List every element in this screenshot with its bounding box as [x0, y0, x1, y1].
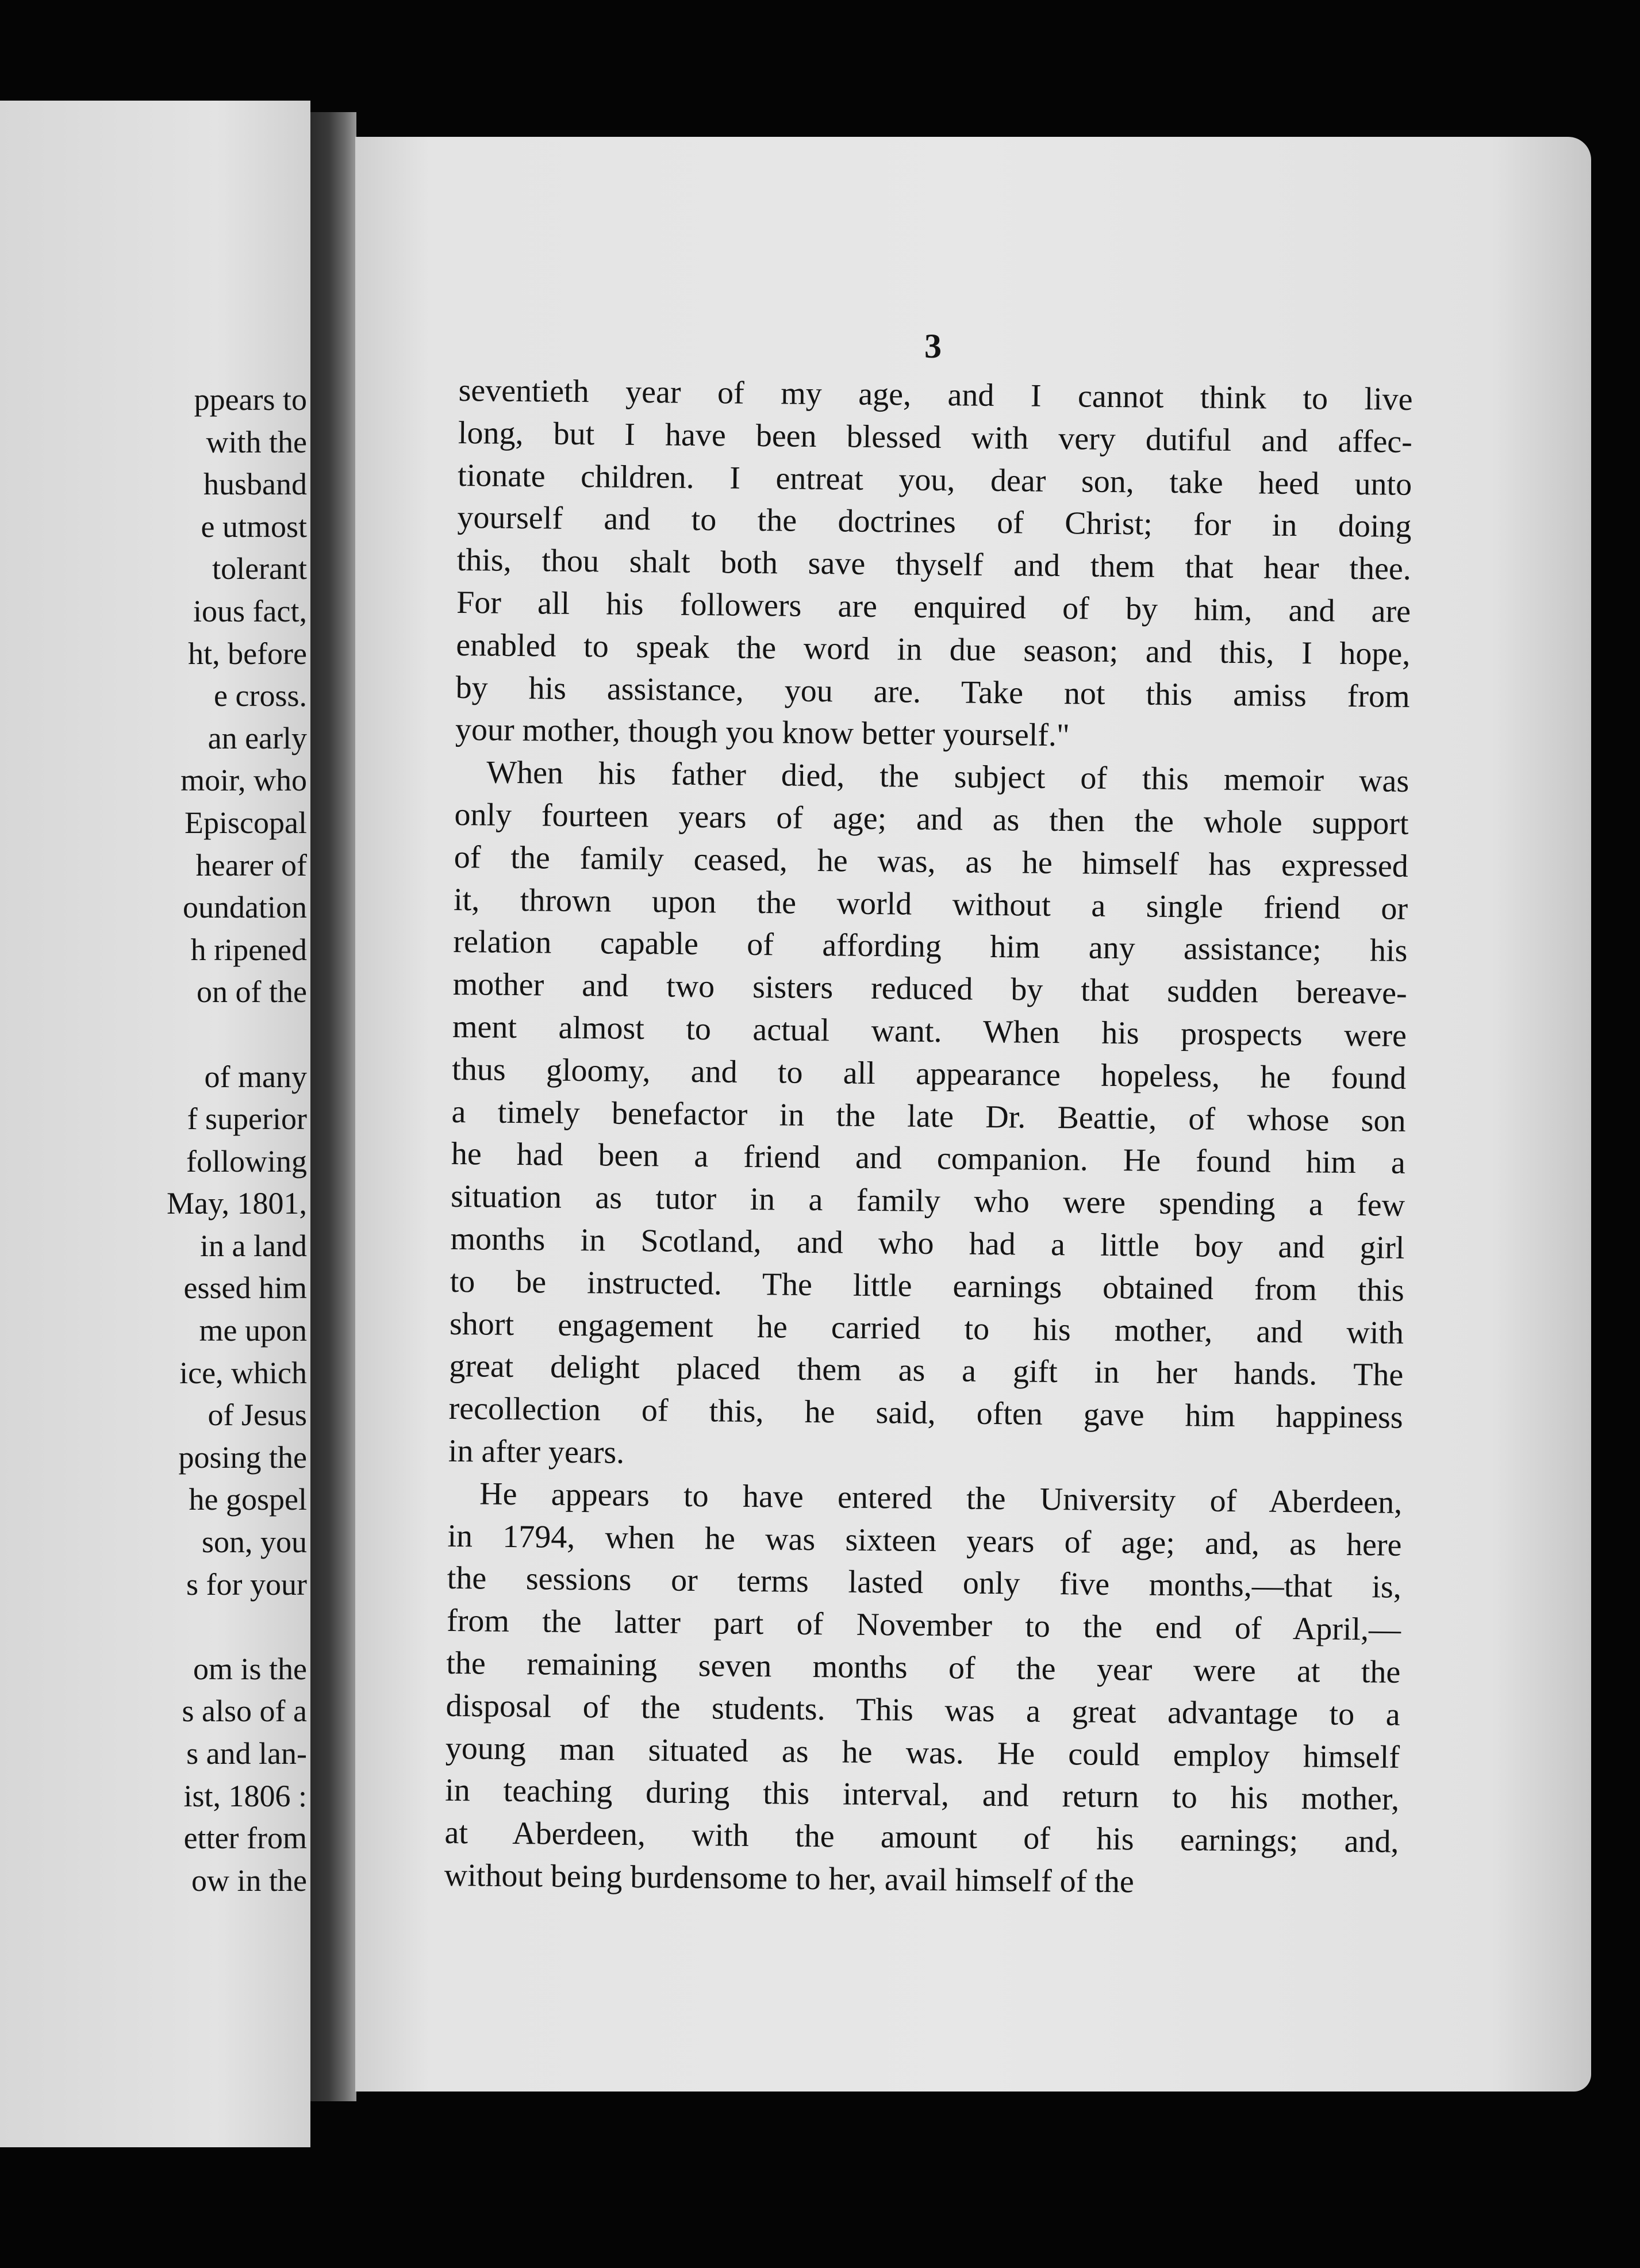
left-page-line: tolerant	[212, 551, 307, 586]
left-page-line: with the	[206, 424, 307, 459]
text-line: ment almost to actual want. When his prospects were	[452, 1008, 1407, 1054]
left-page-line: essed him	[183, 1271, 307, 1306]
left-page-line: following	[186, 1143, 307, 1179]
text-line: disposal of the students. This was a great advantage to a	[445, 1687, 1400, 1733]
text-line: yourself and to the doctrines of Christ; for in doing	[457, 500, 1412, 545]
left-page-line: f superior	[187, 1102, 307, 1137]
text-line: in teaching during this interval, and return to his mother,	[444, 1772, 1400, 1818]
text-line: enabled to speak the word in due season; and this, I hope,	[456, 627, 1411, 672]
left-page-line: me upon	[199, 1313, 307, 1348]
left-page-line: of many	[204, 1059, 307, 1094]
text-line: at Aberdeen, with the amount of his earnings; and,	[444, 1814, 1399, 1860]
left-page-line: ist, 1806 :	[183, 1778, 307, 1813]
left-page-line: of Jesus	[208, 1398, 307, 1433]
left-page-line	[0, 1014, 307, 1056]
left-page-line: on of the	[197, 974, 307, 1010]
left-page-line: om is the	[193, 1651, 307, 1686]
text-line: in 1794, when he was sixteen years of age; and, as here	[447, 1518, 1402, 1563]
left-page-line: ht, before	[188, 636, 307, 671]
left-page-line: s also of a	[182, 1694, 307, 1729]
left-page-line: ice, which	[179, 1355, 307, 1390]
left-page-line: son, you	[201, 1525, 307, 1560]
paragraph	[444, 1473, 1402, 1906]
left-page-line: May, 1801,	[167, 1186, 307, 1221]
text-line: without being burdensome to her, avail himself of the	[444, 1857, 1135, 1900]
left-page-line: an early	[208, 720, 307, 755]
text-line: young man situated as he was. He could employ himself	[445, 1730, 1400, 1775]
paragraph	[448, 751, 1409, 1482]
left-page-line: ow in the	[191, 1863, 307, 1898]
text-line: only fourteen years of age; and as then the whole support	[454, 796, 1409, 842]
left-page-line: husband	[203, 467, 307, 502]
text-line: great delight placed them as a gift in her hands. The	[449, 1348, 1404, 1394]
left-page-line: ious fact,	[193, 593, 307, 628]
paragraph	[455, 370, 1413, 761]
page-body-text	[444, 370, 1412, 1906]
left-page-line: etter from	[183, 1821, 307, 1856]
text-line: it, thrown upon the world without a single friend or	[453, 881, 1408, 927]
text-line: long, but I have been blessed with very dutiful and affec-	[458, 415, 1413, 460]
text-line: months in Scotland, and who had a little boy and girl	[450, 1221, 1405, 1266]
text-line: tionate children. I entreat you, dear son, take heed unto	[457, 457, 1412, 502]
page-number: 3	[924, 327, 942, 365]
text-line: this, thou shalt both save thyself and them that hear thee.	[456, 542, 1412, 588]
left-page-line	[0, 1606, 307, 1648]
book-gutter-shadow	[310, 112, 356, 2101]
left-page-line: in a land	[200, 1228, 307, 1263]
left-page-line: Episcopal	[185, 805, 307, 840]
text-line: He appears to have entered the University of Aberdeen,	[479, 1476, 1403, 1521]
text-line: recollection of this, he said, often gave him happiness	[448, 1391, 1403, 1436]
text-line: For all his followers are enquired of by him, and are	[456, 584, 1411, 630]
left-page-line: ppears to	[194, 382, 307, 417]
text-line: he had been a friend and companion. He found him a	[451, 1136, 1406, 1181]
left-page-line: hearer of	[195, 847, 307, 882]
text-line: a timely benefactor in the late Dr. Beattie, of whose son	[451, 1093, 1406, 1139]
left-page-line: e cross.	[214, 678, 307, 713]
left-page-line: e utmost	[201, 509, 307, 544]
right-page	[355, 137, 1591, 2092]
left-page-line: moir, who	[180, 763, 307, 798]
text-line: situation as tutor in a family who were spending a few	[450, 1179, 1405, 1224]
left-page-line: s and lan-	[186, 1736, 307, 1771]
text-line: from the latter part of November to the end of April,—	[446, 1603, 1401, 1648]
text-line: When his father died, the subject of this memoir was	[486, 754, 1409, 800]
left-page-line: posing the	[178, 1440, 307, 1475]
left-page-text-column	[0, 379, 307, 1902]
text-line: relation capable of affording him any assistance; his	[453, 924, 1408, 969]
text-line: to be instructed. The little earnings obtained from this	[450, 1263, 1404, 1308]
left-page-line: oundation	[183, 890, 307, 925]
left-page-line: s for your	[186, 1567, 307, 1602]
text-line: of the family ceased, he was, as he himself has expressed	[454, 839, 1409, 884]
text-line: mother and two sisters reduced by that sudden bereave-	[452, 966, 1407, 1012]
left-page-line: h ripened	[190, 932, 307, 967]
text-line: the remaining seven months of the year were at the	[446, 1645, 1401, 1690]
text-line: thus gloomy, and to all appearance hopeless, he found	[452, 1051, 1407, 1096]
text-line: your mother, though you know better yourself."	[455, 712, 1070, 754]
left-page-line: he gospel	[189, 1482, 307, 1517]
text-line: in after years.	[448, 1433, 625, 1471]
text-line: seventieth year of my age, and I cannot think to live	[458, 372, 1413, 417]
left-facing-page	[0, 101, 310, 2147]
text-line: the sessions or terms lasted only five months,—that is,	[447, 1560, 1402, 1606]
text-line: short engagement he carried to his mother, and with	[449, 1306, 1404, 1351]
text-line: by his assistance, you are. Take not this amiss from	[455, 669, 1410, 715]
